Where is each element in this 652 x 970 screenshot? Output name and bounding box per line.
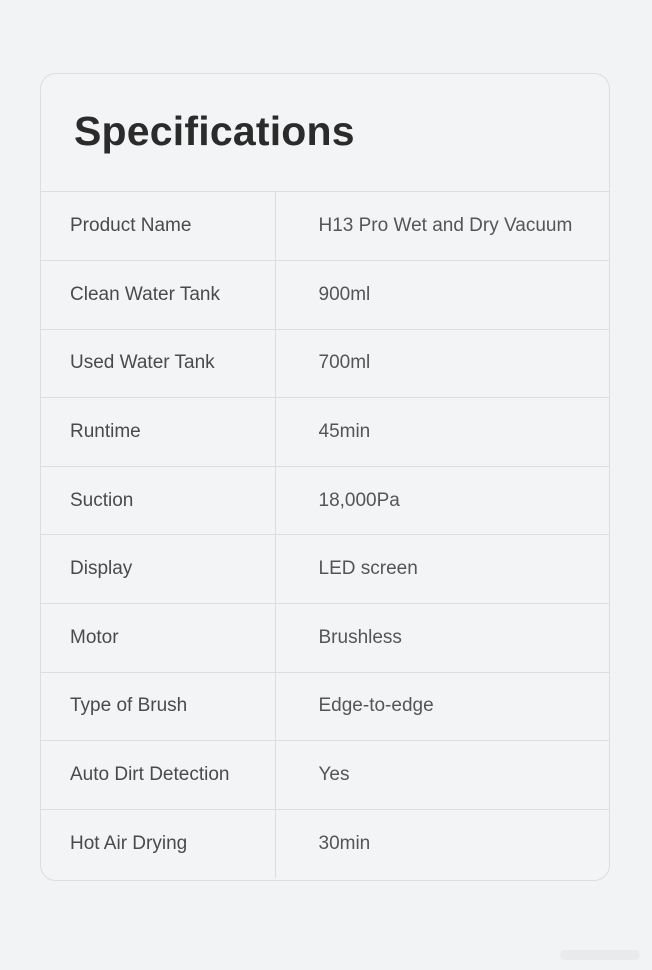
spec-value-product-name: H13 Pro Wet and Dry Vacuum	[275, 192, 609, 261]
spec-value-runtime: 45min	[275, 398, 609, 467]
spec-label-runtime: Runtime	[41, 398, 275, 467]
table-row	[41, 466, 609, 535]
spec-label-product-name: Product Name	[41, 192, 275, 261]
table-row	[41, 261, 609, 330]
spec-label-hot-air-drying: Hot Air Drying	[41, 809, 275, 878]
table-row	[41, 535, 609, 604]
watermark	[560, 950, 640, 960]
spec-value-type-of-brush: Edge-to-edge	[275, 672, 609, 741]
spec-label-motor: Motor	[41, 604, 275, 673]
table-row	[41, 329, 609, 398]
card-header	[41, 74, 609, 192]
spec-label-clean-water-tank: Clean Water Tank	[41, 261, 275, 330]
table-row	[41, 604, 609, 673]
specifications-card	[40, 73, 610, 881]
spec-value-clean-water-tank: 900ml	[275, 261, 609, 330]
spec-value-display: LED screen	[275, 535, 609, 604]
spec-value-used-water-tank: 700ml	[275, 329, 609, 398]
spec-value-motor: Brushless	[275, 604, 609, 673]
spec-label-auto-dirt-detection: Auto Dirt Detection	[41, 741, 275, 810]
spec-value-hot-air-drying: 30min	[318, 832, 371, 854]
table-row	[41, 809, 609, 878]
table-row	[41, 741, 609, 810]
spec-label-type-of-brush: Type of Brush	[41, 672, 275, 741]
spec-value-auto-dirt-detection: Yes	[275, 741, 609, 810]
spec-value-suction: 18,000Pa	[275, 466, 609, 535]
spec-label-used-water-tank: Used Water Tank	[41, 329, 275, 398]
table-row	[41, 398, 609, 467]
page-title: Specifications	[74, 108, 355, 154]
table-row	[41, 192, 609, 261]
table-row	[41, 672, 609, 741]
spec-label-display: Display	[41, 535, 275, 604]
spec-label-suction: Suction	[41, 466, 275, 535]
specifications-table	[41, 192, 609, 878]
